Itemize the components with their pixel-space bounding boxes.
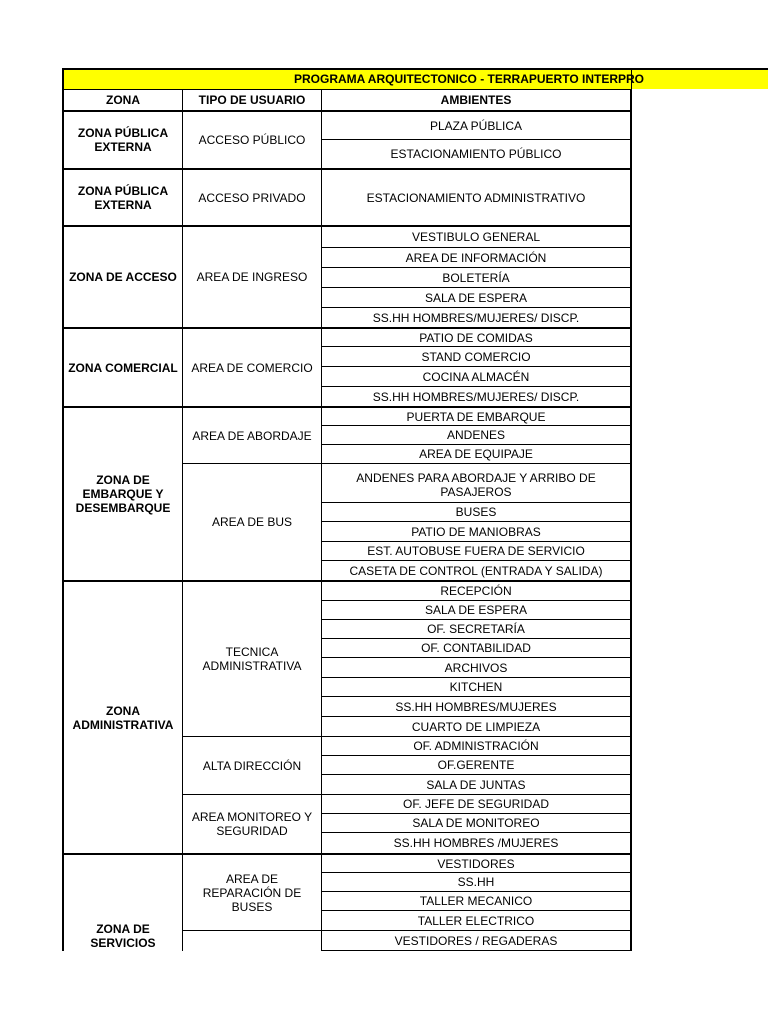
zona-cell: ZONA DE EMBARQUE Y DESEMBARQUE	[62, 406, 183, 581]
ambiente-cell: SALA DE MONITOREO	[321, 813, 632, 833]
zona-cell: ZONA DE ACCESO	[62, 225, 183, 328]
ambiente-cell: COCINA ALMACÉN	[321, 366, 632, 387]
ambiente-cell: SS.HH HOMBRES/MUJERES	[321, 696, 632, 717]
table-title: PROGRAMA ARQUITECTONICO - TERRAPUERTO INTERPRO	[294, 72, 645, 86]
ambiente-cell: AREA DE INFORMACIÓN	[321, 247, 632, 268]
ambiente-cell: SALA DE JUNTAS	[321, 774, 632, 795]
header-zona: ZONA	[62, 89, 183, 111]
ambiente-cell: BUSES	[321, 502, 632, 522]
ambiente-cell: OF.GERENTE	[321, 755, 632, 775]
ambiente-cell: TALLER ELECTRICO	[321, 910, 632, 931]
ambiente-cell: PUERTA DE EMBARQUE	[321, 406, 632, 426]
ambiente-cell: RECEPCIÓN	[321, 580, 632, 601]
tipo-cell: AREA MONITOREO Y SEGURIDAD	[182, 794, 322, 854]
ambiente-cell: ANDENES PARA ABORDAJE Y ARRIBO DE PASAJEROS	[321, 463, 632, 503]
zona-cell: ZONA DE SERVICIOS	[62, 853, 183, 951]
tipo-cell: AREA DE INGRESO	[182, 225, 322, 328]
ambiente-cell: VESTIDORES / REGADERAS	[321, 930, 632, 951]
ambiente-cell: PLAZA PÚBLICA	[321, 110, 632, 140]
ambiente-cell: SS.HH HOMBRES/MUJERES/ DISCP.	[321, 386, 632, 407]
tipo-cell: AREA DE REPARACIÓN DE BUSES	[182, 853, 322, 931]
ambiente-cell: SALA DE ESPERA	[321, 600, 632, 620]
ambiente-cell: STAND COMERCIO	[321, 346, 632, 367]
ambiente-cell: CUARTO DE LIMPIEZA	[321, 716, 632, 737]
ambiente-cell: TALLER MECANICO	[321, 891, 632, 911]
ambiente-cell: SALA DE ESPERA	[321, 287, 632, 308]
ambiente-cell: ARCHIVOS	[321, 657, 632, 678]
ambiente-cell: ANDENES	[321, 425, 632, 445]
header-ambientes: AMBIENTES	[321, 89, 632, 111]
ambiente-cell: PATIO DE COMIDAS	[321, 327, 632, 347]
tipo-cell: TECNICA ADMINISTRATIVA	[182, 580, 322, 737]
ambiente-cell: VESTIBULO GENERAL	[321, 225, 632, 248]
ambiente-cell: ESTACIONAMIENTO PÚBLICO	[321, 139, 632, 169]
ambiente-cell: OF. SECRETARÍA	[321, 619, 632, 639]
zona-cell: ZONA COMERCIAL	[62, 327, 183, 407]
tipo-cell: ACCESO PRIVADO	[182, 168, 322, 226]
tipo-cell: AREA DE COMERCIO	[182, 327, 322, 407]
ambiente-cell: OF. ADMINISTRACIÓN	[321, 736, 632, 756]
ambiente-cell: EST. AUTOBUSE FUERA DE SERVICIO	[321, 541, 632, 561]
tipo-cell: AREA DE ABORDAJE	[182, 406, 322, 464]
ambiente-cell: OF. CONTABILIDAD	[321, 638, 632, 658]
ambiente-cell: SS.HH HOMBRES /MUJERES	[321, 832, 632, 854]
ambiente-cell: CASETA DE CONTROL (ENTRADA Y SALIDA)	[321, 560, 632, 581]
tipo-cell	[182, 930, 322, 951]
ambiente-cell: OF. JEFE DE SEGURIDAD	[321, 794, 632, 814]
ambiente-cell: AREA DE EQUIPAJE	[321, 444, 632, 464]
ambiente-cell: ESTACIONAMIENTO ADMINISTRATIVO	[321, 168, 632, 226]
ambiente-cell: PATIO DE MANIOBRAS	[321, 521, 632, 542]
zona-cell: ZONA PÚBLICA EXTERNA	[62, 110, 183, 169]
tipo-cell: AREA DE BUS	[182, 463, 322, 581]
tipo-cell: ALTA DIRECCIÓN	[182, 736, 322, 795]
ambiente-cell: VESTIDORES	[321, 853, 632, 873]
ambiente-cell: SS.HH	[321, 872, 632, 892]
ambiente-cell: SS.HH HOMBRES/MUJERES/ DISCP.	[321, 307, 632, 328]
ambiente-cell: BOLETERÍA	[321, 267, 632, 288]
zona-cell: ZONA PÚBLICA EXTERNA	[62, 168, 183, 226]
header-tipo-de-usuario: TIPO DE USUARIO	[182, 89, 322, 111]
ambiente-cell: KITCHEN	[321, 677, 632, 697]
zona-cell: ZONA ADMINISTRATIVA	[62, 580, 183, 854]
tipo-cell: ACCESO PÚBLICO	[182, 110, 322, 169]
